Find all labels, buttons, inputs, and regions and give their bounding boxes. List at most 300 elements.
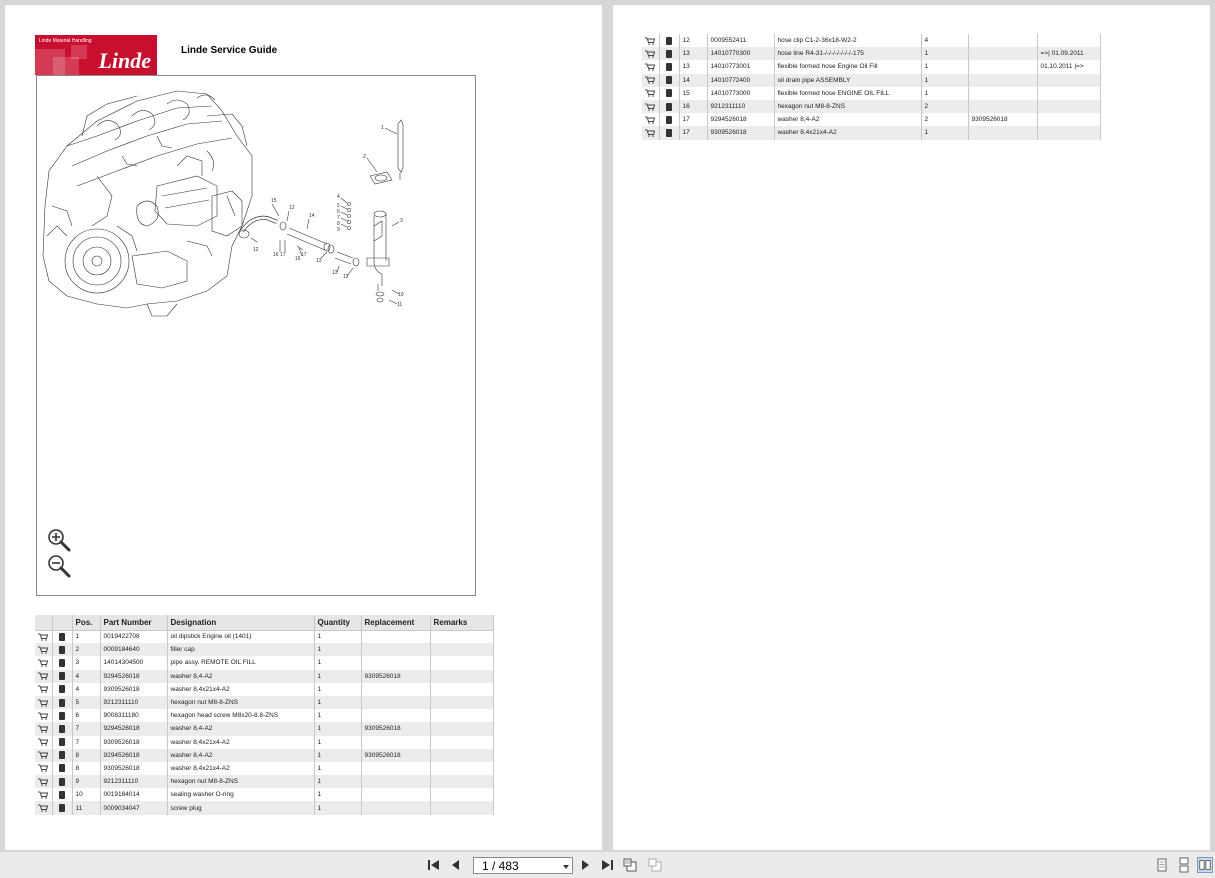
cell-replacement [968,60,1037,73]
cart-icon [38,804,48,812]
table-row [642,100,1100,113]
notes-cell[interactable] [52,696,72,709]
document-page-2 [613,5,1210,850]
table-row [35,683,493,696]
cart-icon [38,738,48,746]
notes-cell[interactable] [52,670,72,683]
cell-pos: 11 [72,801,100,814]
table-row [35,736,493,749]
add-to-cart-cell[interactable] [35,670,52,683]
cell-part-number: 9309526018 [100,683,167,696]
table-row [35,656,493,669]
notes-cell[interactable] [52,722,72,735]
table-row [642,34,1100,47]
cart-icon [38,659,48,667]
page-indicator: 1 / 483 [482,859,519,873]
cell-designation: hose clip C1-2-36x18-W2-2 [774,34,921,47]
callout-label: 12 [289,205,295,211]
cell-pos: 13 [679,47,707,60]
next-page-button[interactable] [577,857,593,873]
callout-label: 11 [397,302,403,308]
cell-designation: flexible formed hose ENGINE OIL FILL [774,87,921,100]
notes-cell[interactable] [659,34,679,47]
add-to-cart-cell[interactable] [642,47,659,60]
cell-quantity: 1 [921,60,968,73]
cell-quantity: 1 [314,696,361,709]
cell-quantity: 1 [314,762,361,775]
cart-icon [645,89,655,97]
add-to-cart-cell[interactable] [642,126,659,139]
notes-cell[interactable] [659,60,679,73]
cart-icon [645,37,655,45]
cell-remarks: =>| 01.09.2011 [1037,47,1100,60]
col-header-part-number: Part Number [100,615,167,630]
add-to-cart-cell[interactable] [35,709,52,722]
notes-cell[interactable] [52,683,72,696]
table-row [35,643,493,656]
cell-replacement [968,74,1037,87]
callout-label: 7 [337,215,340,221]
cell-part-number: 9309526018 [100,762,167,775]
cell-remarks [430,643,493,656]
notes-cell[interactable] [52,656,72,669]
cart-icon [38,685,48,693]
col-header-remarks: Remarks [430,615,493,630]
linde-logo [35,35,157,75]
exploded-diagram[interactable] [36,75,476,596]
table-row [642,87,1100,100]
col-header-designation: Designation [167,615,314,630]
cell-part-number: 9212311110 [707,100,774,113]
cell-quantity: 1 [314,788,361,801]
cell-pos: 7 [72,736,100,749]
clipboard-icon [59,699,65,707]
cell-replacement [968,34,1037,47]
dual-page-icon [647,857,663,873]
single-page-icon [1154,857,1170,873]
notes-cell[interactable] [659,74,679,87]
add-to-cart-cell[interactable] [35,683,52,696]
callout-label: 16 [273,252,279,258]
table-row [642,47,1100,60]
previous-page-icon [448,857,464,873]
cell-pos: 13 [679,60,707,73]
clipboard-icon [59,659,65,667]
callout-label: 17 [280,252,286,258]
cell-designation: washer 8,4-A2 [167,749,314,762]
page-number-select[interactable] [473,857,573,874]
cell-remarks [1037,100,1100,113]
clipboard-icon [59,646,65,654]
cell-designation: screw plug [167,801,314,814]
add-to-cart-cell[interactable] [642,100,659,113]
cell-designation: sealing washer O-ring [167,788,314,801]
cell-remarks [430,722,493,735]
notes-cell[interactable] [52,801,72,814]
cell-designation: oil drain pipe ASSEMBLY [774,74,921,87]
cell-replacement [968,47,1037,60]
add-to-cart-cell[interactable] [35,749,52,762]
cell-pos: 9 [72,775,100,788]
add-to-cart-cell[interactable] [642,74,659,87]
cell-part-number: 14010773000 [707,87,774,100]
single-page-layout-button[interactable] [1154,857,1170,873]
cart-icon [38,672,48,680]
cell-pos: 4 [72,670,100,683]
table-row [642,126,1100,139]
logo-wordmark: Linde [98,48,151,73]
engine-drawing [37,76,475,595]
cell-designation: washer 8,4x21x4-A2 [167,683,314,696]
zoom-out-button[interactable] [47,554,71,578]
cell-replacement: 9309526018 [361,749,430,762]
cell-part-number: 0009034047 [100,801,167,814]
add-to-cart-cell[interactable] [35,656,52,669]
cell-quantity: 1 [314,749,361,762]
cell-replacement [361,696,430,709]
next-page-icon [577,857,593,873]
notes-cell[interactable] [52,736,72,749]
callout-label: 6 [337,209,340,215]
zoom-in-button[interactable] [47,528,71,552]
cell-replacement [361,709,430,722]
cell-pos: 8 [72,762,100,775]
cell-part-number: 9008311180 [100,709,167,722]
zoom-in-icon [47,528,71,552]
add-to-cart-cell[interactable] [35,722,52,735]
cell-pos: 6 [72,709,100,722]
add-to-cart-cell[interactable] [642,87,659,100]
first-page-button[interactable] [426,857,442,873]
add-to-cart-cell[interactable] [642,60,659,73]
previous-page-button[interactable] [448,857,464,873]
clipboard-icon [59,685,65,693]
callout-label: 14 [309,213,315,219]
callout-label: 9 [337,227,340,233]
add-to-cart-cell[interactable] [35,696,52,709]
cell-remarks: 01.10.2011 |=> [1037,60,1100,73]
cell-replacement: 9309526018 [968,113,1037,126]
callout-label: 13 [332,270,338,276]
cell-replacement [361,683,430,696]
table-row [35,762,493,775]
cell-pos: 4 [72,683,100,696]
cell-pos: 17 [679,113,707,126]
cell-replacement [968,87,1037,100]
parts-table [35,615,494,815]
cell-remarks [430,775,493,788]
cell-pos: 14 [679,74,707,87]
zoom-out-icon [47,554,71,578]
cell-remarks [1037,87,1100,100]
clipboard-icon [666,116,672,124]
cell-part-number: 9294526018 [100,749,167,762]
facing-view-button[interactable] [647,857,663,873]
cell-quantity: 1 [314,656,361,669]
cell-part-number: 0009552411 [707,34,774,47]
cell-replacement: 9309526018 [361,670,430,683]
cell-quantity: 1 [921,126,968,139]
cell-part-number: 9212311110 [100,775,167,788]
cell-pos: 8 [72,749,100,762]
callout-label: 12 [253,247,259,253]
clipboard-icon [666,50,672,58]
cell-part-number: 14010773001 [707,60,774,73]
first-page-icon [426,857,442,873]
cell-replacement [361,762,430,775]
add-to-cart-cell[interactable] [35,643,52,656]
table-row [35,788,493,801]
cart-icon [38,712,48,720]
cell-replacement [361,775,430,788]
callout-label: 5 [337,203,340,209]
continuous-layout-button[interactable] [1176,857,1192,873]
cell-designation: washer 8,4-A2 [167,670,314,683]
cell-remarks [430,683,493,696]
notes-cell[interactable] [52,709,72,722]
cell-designation: oil dipstick Engine oil (1401) [167,630,314,643]
add-to-cart-cell[interactable] [35,801,52,814]
cell-quantity: 1 [314,775,361,788]
notes-cell[interactable] [52,643,72,656]
col-header-quantity: Quantity [314,615,361,630]
table-row [35,630,493,643]
add-to-cart-cell[interactable] [35,630,52,643]
callout-label: 10 [398,292,404,298]
cell-remarks [430,696,493,709]
clipboard-icon [59,725,65,733]
cell-replacement: 9309526018 [361,722,430,735]
cell-remarks [1037,113,1100,126]
clipboard-icon [666,89,672,97]
add-to-cart-cell[interactable] [35,762,52,775]
table-row [642,74,1100,87]
logo-tagline: Linde Material Handling [39,38,92,44]
cell-pos: 10 [72,788,100,801]
notes-cell[interactable] [659,47,679,60]
viewer-toolbar [0,852,1215,878]
clipboard-icon [666,129,672,137]
cell-designation: flexible formed hose Engine Oil Fill [774,60,921,73]
clipboard-icon [59,633,65,641]
cell-designation: washer 8,4x21x4-A2 [167,762,314,775]
cell-part-number: 0019184014 [100,788,167,801]
table-row [35,709,493,722]
notes-cell[interactable] [52,749,72,762]
cell-remarks [430,736,493,749]
cell-quantity: 4 [921,34,968,47]
cart-icon [645,50,655,58]
cart-icon [645,76,655,84]
cell-designation: washer 8,4-A2 [774,113,921,126]
cell-quantity: 1 [314,736,361,749]
document-page-1 [5,5,602,850]
col-header-replacement: Replacement [361,615,430,630]
last-page-icon [599,857,615,873]
cell-part-number: 9294526018 [707,113,774,126]
cell-pos: 5 [72,696,100,709]
add-to-cart-cell[interactable] [642,113,659,126]
cell-designation: hose line R4-31-/-/-/-/-/-/-/-175 [774,47,921,60]
cell-remarks [430,709,493,722]
cell-part-number: 9309526018 [100,736,167,749]
cell-remarks [430,630,493,643]
cell-quantity: 1 [314,670,361,683]
notes-cell[interactable] [52,630,72,643]
cell-part-number: 14014304500 [100,656,167,669]
cell-quantity: 2 [921,113,968,126]
cart-icon [38,751,48,759]
cell-remarks [1037,74,1100,87]
cell-designation: hexagon nut M8-8-ZNS [167,775,314,788]
table-row [642,113,1100,126]
cell-quantity: 1 [314,643,361,656]
clipboard-icon [666,103,672,111]
cell-remarks [430,788,493,801]
clipboard-icon [666,37,672,45]
cell-part-number: 9294526018 [100,722,167,735]
cart-icon [645,129,655,137]
last-page-button[interactable] [599,857,615,873]
clipboard-icon [59,778,65,786]
cart-icon [38,699,48,707]
add-to-cart-cell[interactable] [642,34,659,47]
cell-quantity: 1 [921,87,968,100]
cell-part-number: 9309526018 [707,126,774,139]
cart-icon [645,63,655,71]
cell-part-number: 9294526018 [100,670,167,683]
callout-label: 17 [301,252,307,258]
notes-cell[interactable] [659,87,679,100]
two-page-icon [1198,858,1212,872]
cell-quantity: 1 [314,801,361,814]
cell-designation: washer 8,4x21x4-A2 [167,736,314,749]
parts-table-continued [642,34,1101,140]
cell-replacement [361,788,430,801]
cell-pos: 17 [679,126,707,139]
col-header-clip [52,615,72,630]
cell-remarks [430,801,493,814]
cell-part-number: 14010770300 [707,47,774,60]
cell-quantity: 1 [921,74,968,87]
clipboard-icon [59,712,65,720]
cell-replacement [361,801,430,814]
clipboard-icon [59,791,65,799]
cart-icon [38,725,48,733]
cell-designation: filler cap [167,643,314,656]
cell-part-number: 0019422708 [100,630,167,643]
callout-label: 2 [363,154,366,160]
continuous-page-icon [1176,857,1192,873]
cell-pos: 16 [679,100,707,113]
cell-replacement [968,126,1037,139]
table-row [35,696,493,709]
cell-part-number: 0009184640 [100,643,167,656]
table-row [35,670,493,683]
cell-quantity: 1 [314,630,361,643]
cell-quantity: 2 [921,100,968,113]
cell-part-number: 14010772400 [707,74,774,87]
notes-cell[interactable] [659,113,679,126]
cell-pos: 7 [72,722,100,735]
add-to-cart-cell[interactable] [35,736,52,749]
cell-remarks [430,749,493,762]
cart-icon [38,764,48,772]
cell-replacement [361,643,430,656]
col-header-pos: Pos. [72,615,100,630]
cell-remarks [430,762,493,775]
notes-cell[interactable] [52,762,72,775]
cell-part-number: 9212311110 [100,696,167,709]
cart-icon [38,633,48,641]
two-page-layout-button[interactable] [1197,857,1213,873]
clipboard-icon [59,672,65,680]
page-title: Linde Service Guide [181,45,278,56]
clipboard-icon [59,764,65,772]
cell-remarks [430,656,493,669]
cart-icon [38,791,48,799]
cell-pos: 12 [679,34,707,47]
clipboard-icon [59,804,65,812]
cell-remarks [430,670,493,683]
cell-replacement [361,656,430,669]
callout-label: 12 [343,274,349,280]
cell-designation: hexagon nut M8-8-ZNS [774,100,921,113]
table-row [35,722,493,735]
col-header-cart [35,615,52,630]
notes-cell[interactable] [52,788,72,801]
cell-designation: washer 8,4x21x4-A2 [774,126,921,139]
callout-label: 3 [400,218,403,224]
cell-remarks [1037,34,1100,47]
cart-icon [38,646,48,654]
notes-cell[interactable] [659,100,679,113]
cart-icon [645,103,655,111]
add-to-cart-cell[interactable] [35,788,52,801]
callout-label: 13 [316,258,322,264]
cell-quantity: 1 [921,47,968,60]
cell-designation: washer 8,4-A2 [167,722,314,735]
chevron-down-icon [563,865,569,869]
add-to-cart-cell[interactable] [35,775,52,788]
notes-cell[interactable] [52,775,72,788]
callout-label: 1 [381,125,384,131]
table-row [35,775,493,788]
cell-quantity: 1 [314,709,361,722]
cart-icon [38,778,48,786]
cell-designation: hexagon head screw M8x20-8.8-ZNS [167,709,314,722]
notes-cell[interactable] [659,126,679,139]
rotate-view-button[interactable] [623,857,639,873]
cell-pos: 2 [72,643,100,656]
clipboard-icon [666,76,672,84]
cell-remarks [1037,126,1100,139]
callout-label: 15 [271,198,277,204]
callout-label: 16 [295,256,301,262]
cell-pos: 15 [679,87,707,100]
callout-label: 4 [337,194,340,200]
cell-quantity: 1 [314,683,361,696]
cell-quantity: 1 [314,722,361,735]
page-view-icon [623,857,639,873]
clipboard-icon [59,738,65,746]
clipboard-icon [666,63,672,71]
cell-pos: 1 [72,630,100,643]
cell-pos: 3 [72,656,100,669]
cart-icon [645,116,655,124]
cell-designation: pipe assy. REMOTE OIL FILL [167,656,314,669]
clipboard-icon [59,751,65,759]
